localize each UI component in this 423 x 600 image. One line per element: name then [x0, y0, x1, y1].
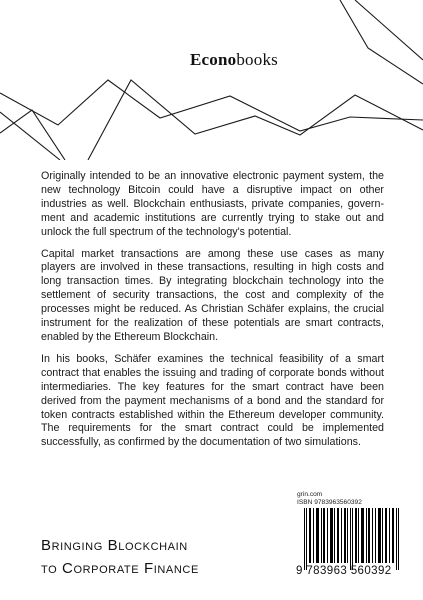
blurb [41, 170, 384, 458]
brand-part-1: Econo [190, 50, 237, 69]
publisher-logo [190, 50, 278, 70]
book-title [41, 534, 199, 580]
publisher-info [297, 491, 362, 508]
title-line-2: to Corporate Finance [41, 560, 199, 577]
publisher-site: grin.com [297, 491, 323, 498]
blurb-paragraph: Capital market transactions are among these use cases as many players are involved in these transactions, resulting in high costs and long transaction times. By integrating blockchain technology into the settlement of security transactions, the cost and complexity of the processes might be reduced. As Christian Schäfer explains, the crucial instrument for the realization of these potentials are smart contracts, enabled by the Ethereum Blockchain. [41, 247, 384, 343]
isbn-text: ISBN 9783963560392 [297, 499, 362, 507]
title-line-1: Bringing Blockchain [41, 537, 188, 554]
brand-part-2: books [236, 50, 278, 69]
isbn-barcode [296, 508, 404, 570]
decorative-zigzag-lines [0, 0, 423, 160]
blurb-paragraph: Originally intended to be an innovative electronic payment system, the new technology Bitcoin could have a disruptive impact on other industries as well. Blockchain enthusiasts, private companies, government and academic institutions are currently trying to stake out and unlock the full spectrum of the technology's potential. [41, 170, 384, 238]
blurb-paragraph: In his books, Schäfer examines the technical feasibility of a smart contract that enables the issuing and trading of corporate bonds without intermediaries. The key features for the smart contract have been derived from the payment mechanisms of a bond and the standard for token contracts established within the Ethereum developer community. The requirements for the smart contract could be implemented successfully, as confirmed by the documentation of two simulations. [41, 352, 384, 449]
barcode-digits: 9 783963 560392 [296, 565, 392, 577]
